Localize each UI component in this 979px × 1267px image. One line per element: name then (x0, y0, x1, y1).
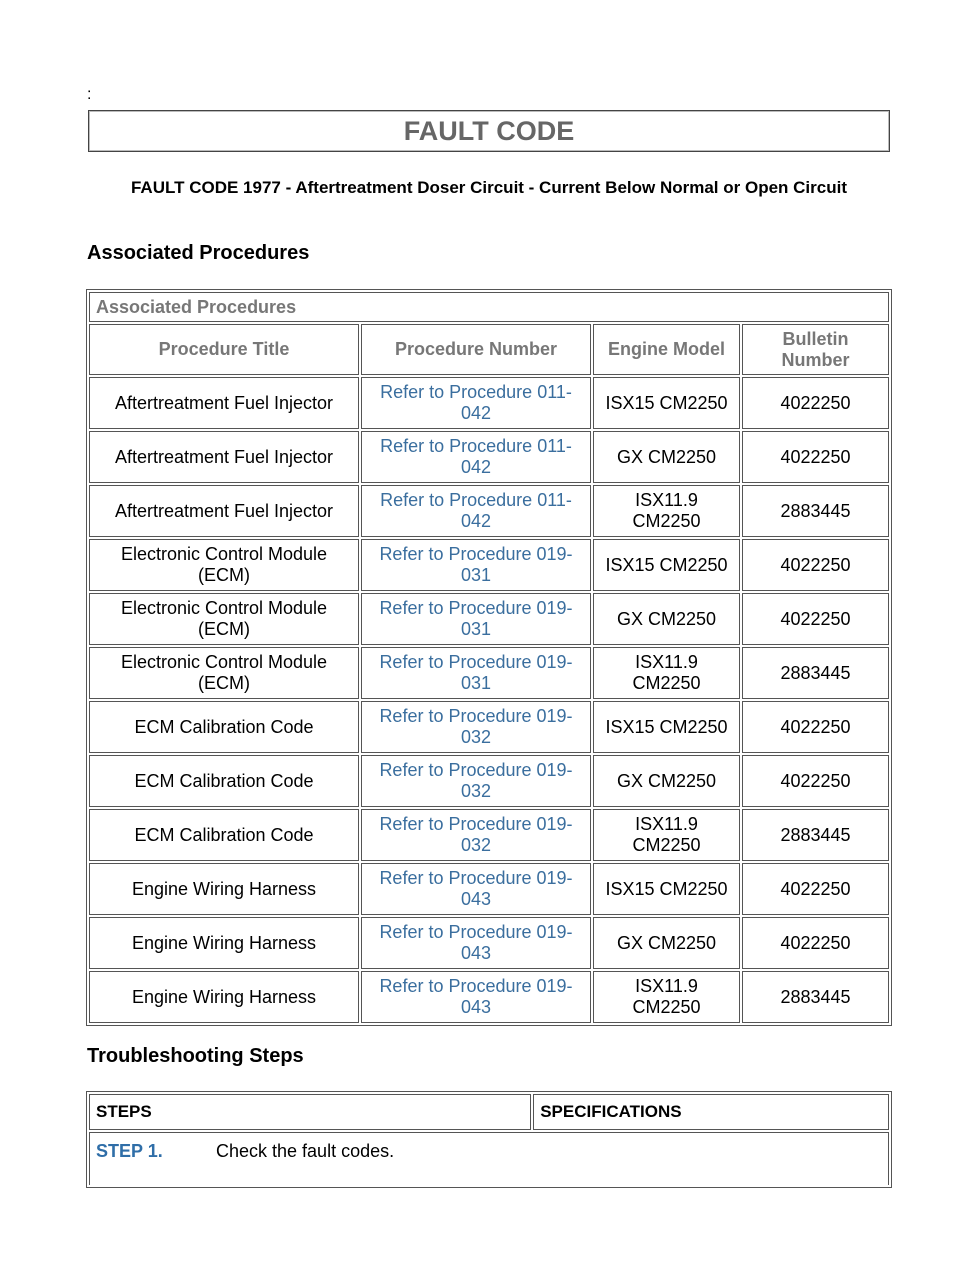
engine-model-cell: GX CM2250 (593, 917, 740, 969)
step-cell (89, 1132, 889, 1185)
page-marker: : (87, 86, 92, 103)
procedure-link[interactable]: Refer to Procedure 011-042 (380, 490, 572, 531)
step-row (89, 1132, 889, 1185)
bulletin-number-cell: 4022250 (742, 377, 889, 429)
fault-code-title: FAULT CODE 1977 - Aftertreatment Doser Circuit - Current Below Normal or Open Circuit (130, 178, 847, 197)
step-text: Check the fault codes. (216, 1141, 395, 1161)
procedure-title-cell: ECM Calibration Code (89, 701, 359, 753)
procedure-number-cell (361, 917, 591, 969)
procedure-title-cell: Engine Wiring Harness (89, 917, 359, 969)
bulletin-number-cell: 2883445 (742, 485, 889, 537)
procedure-title-cell: Aftertreatment Fuel Injector (89, 377, 359, 429)
bulletin-number-cell: 4022250 (742, 593, 889, 645)
procedure-title-cell: Electronic Control Module (ECM) (89, 593, 359, 645)
table-row (89, 971, 889, 1023)
procedure-title-cell: ECM Calibration Code (89, 809, 359, 861)
column-header: Bulletin Number (742, 324, 889, 375)
bulletin-number-cell: 2883445 (742, 971, 889, 1023)
engine-model-cell: GX CM2250 (593, 431, 740, 483)
step-label[interactable]: STEP 1. (96, 1141, 163, 1161)
procedure-link[interactable]: Refer to Procedure 019-032 (379, 814, 573, 855)
table-caption: Associated Procedures (89, 292, 889, 322)
table-row (89, 809, 889, 861)
procedure-number-cell (361, 593, 591, 645)
steps-header-row (89, 1094, 889, 1130)
procedure-number-cell (361, 701, 591, 753)
procedure-title-cell: Engine Wiring Harness (89, 971, 359, 1023)
engine-model-cell: ISX15 CM2250 (593, 539, 740, 591)
procedure-link[interactable]: Refer to Procedure 019-032 (379, 760, 573, 801)
procedure-link[interactable]: Refer to Procedure 019-031 (379, 652, 573, 693)
bulletin-number-cell: 2883445 (742, 647, 889, 699)
engine-model-cell: ISX11.9 CM2250 (593, 971, 740, 1023)
table-row (89, 485, 889, 537)
procedure-link[interactable]: Refer to Procedure 019-043 (379, 976, 573, 1017)
column-header: Procedure Title (89, 324, 359, 375)
bulletin-number-cell: 4022250 (742, 755, 889, 807)
table-row (89, 377, 889, 429)
bulletin-number-cell: 4022250 (742, 539, 889, 591)
engine-model-cell: ISX11.9 CM2250 (593, 485, 740, 537)
procedure-title-cell: ECM Calibration Code (89, 755, 359, 807)
table-row (89, 863, 889, 915)
bulletin-number-cell: 4022250 (742, 701, 889, 753)
table-row (89, 647, 889, 699)
table-row (89, 431, 889, 483)
table-row (89, 539, 889, 591)
procedure-number-cell (361, 647, 591, 699)
engine-model-cell: ISX15 CM2250 (593, 377, 740, 429)
table-row (89, 593, 889, 645)
procedure-number-cell (361, 755, 591, 807)
column-header: Engine Model (593, 324, 740, 375)
procedure-title-cell: Engine Wiring Harness (89, 863, 359, 915)
procedure-number-cell (361, 809, 591, 861)
procedure-link[interactable]: Refer to Procedure 019-032 (379, 706, 573, 747)
engine-model-cell: GX CM2250 (593, 755, 740, 807)
procedure-number-cell (361, 431, 591, 483)
column-header: SPECIFICATIONS (533, 1094, 889, 1130)
procedure-number-cell (361, 971, 591, 1023)
procedure-number-cell (361, 377, 591, 429)
bulletin-number-cell: 2883445 (742, 809, 889, 861)
page-banner: FAULT CODE (88, 110, 890, 152)
procedure-number-cell (361, 539, 591, 591)
bulletin-number-cell: 4022250 (742, 431, 889, 483)
table-row (89, 917, 889, 969)
procedure-title-cell: Electronic Control Module (ECM) (89, 647, 359, 699)
procedure-link[interactable]: Refer to Procedure 011-042 (380, 436, 572, 477)
engine-model-cell: ISX11.9 CM2250 (593, 647, 740, 699)
associated-procedures-heading: Associated Procedures (87, 242, 310, 264)
column-header: Procedure Number (361, 324, 591, 375)
procedure-link[interactable]: Refer to Procedure 011-042 (380, 382, 572, 423)
procedure-link[interactable]: Refer to Procedure 019-031 (379, 544, 573, 585)
engine-model-cell: ISX15 CM2250 (593, 863, 740, 915)
table-header-row (89, 324, 889, 375)
procedure-link[interactable]: Refer to Procedure 019-043 (379, 922, 573, 963)
procedure-link[interactable]: Refer to Procedure 019-031 (379, 598, 573, 639)
column-header: STEPS (89, 1094, 531, 1130)
procedure-number-cell (361, 863, 591, 915)
troubleshooting-steps-heading: Troubleshooting Steps (87, 1045, 304, 1067)
bulletin-number-cell: 4022250 (742, 863, 889, 915)
engine-model-cell: ISX15 CM2250 (593, 701, 740, 753)
procedure-title-cell: Aftertreatment Fuel Injector (89, 431, 359, 483)
table-row (89, 755, 889, 807)
associated-procedures-table (86, 289, 892, 1026)
engine-model-cell: GX CM2250 (593, 593, 740, 645)
troubleshooting-steps-table (86, 1091, 892, 1188)
procedure-title-cell: Aftertreatment Fuel Injector (89, 485, 359, 537)
engine-model-cell: ISX11.9 CM2250 (593, 809, 740, 861)
table-row (89, 701, 889, 753)
procedure-number-cell (361, 485, 591, 537)
bulletin-number-cell: 4022250 (742, 917, 889, 969)
procedure-link[interactable]: Refer to Procedure 019-043 (379, 868, 573, 909)
procedure-title-cell: Electronic Control Module (ECM) (89, 539, 359, 591)
